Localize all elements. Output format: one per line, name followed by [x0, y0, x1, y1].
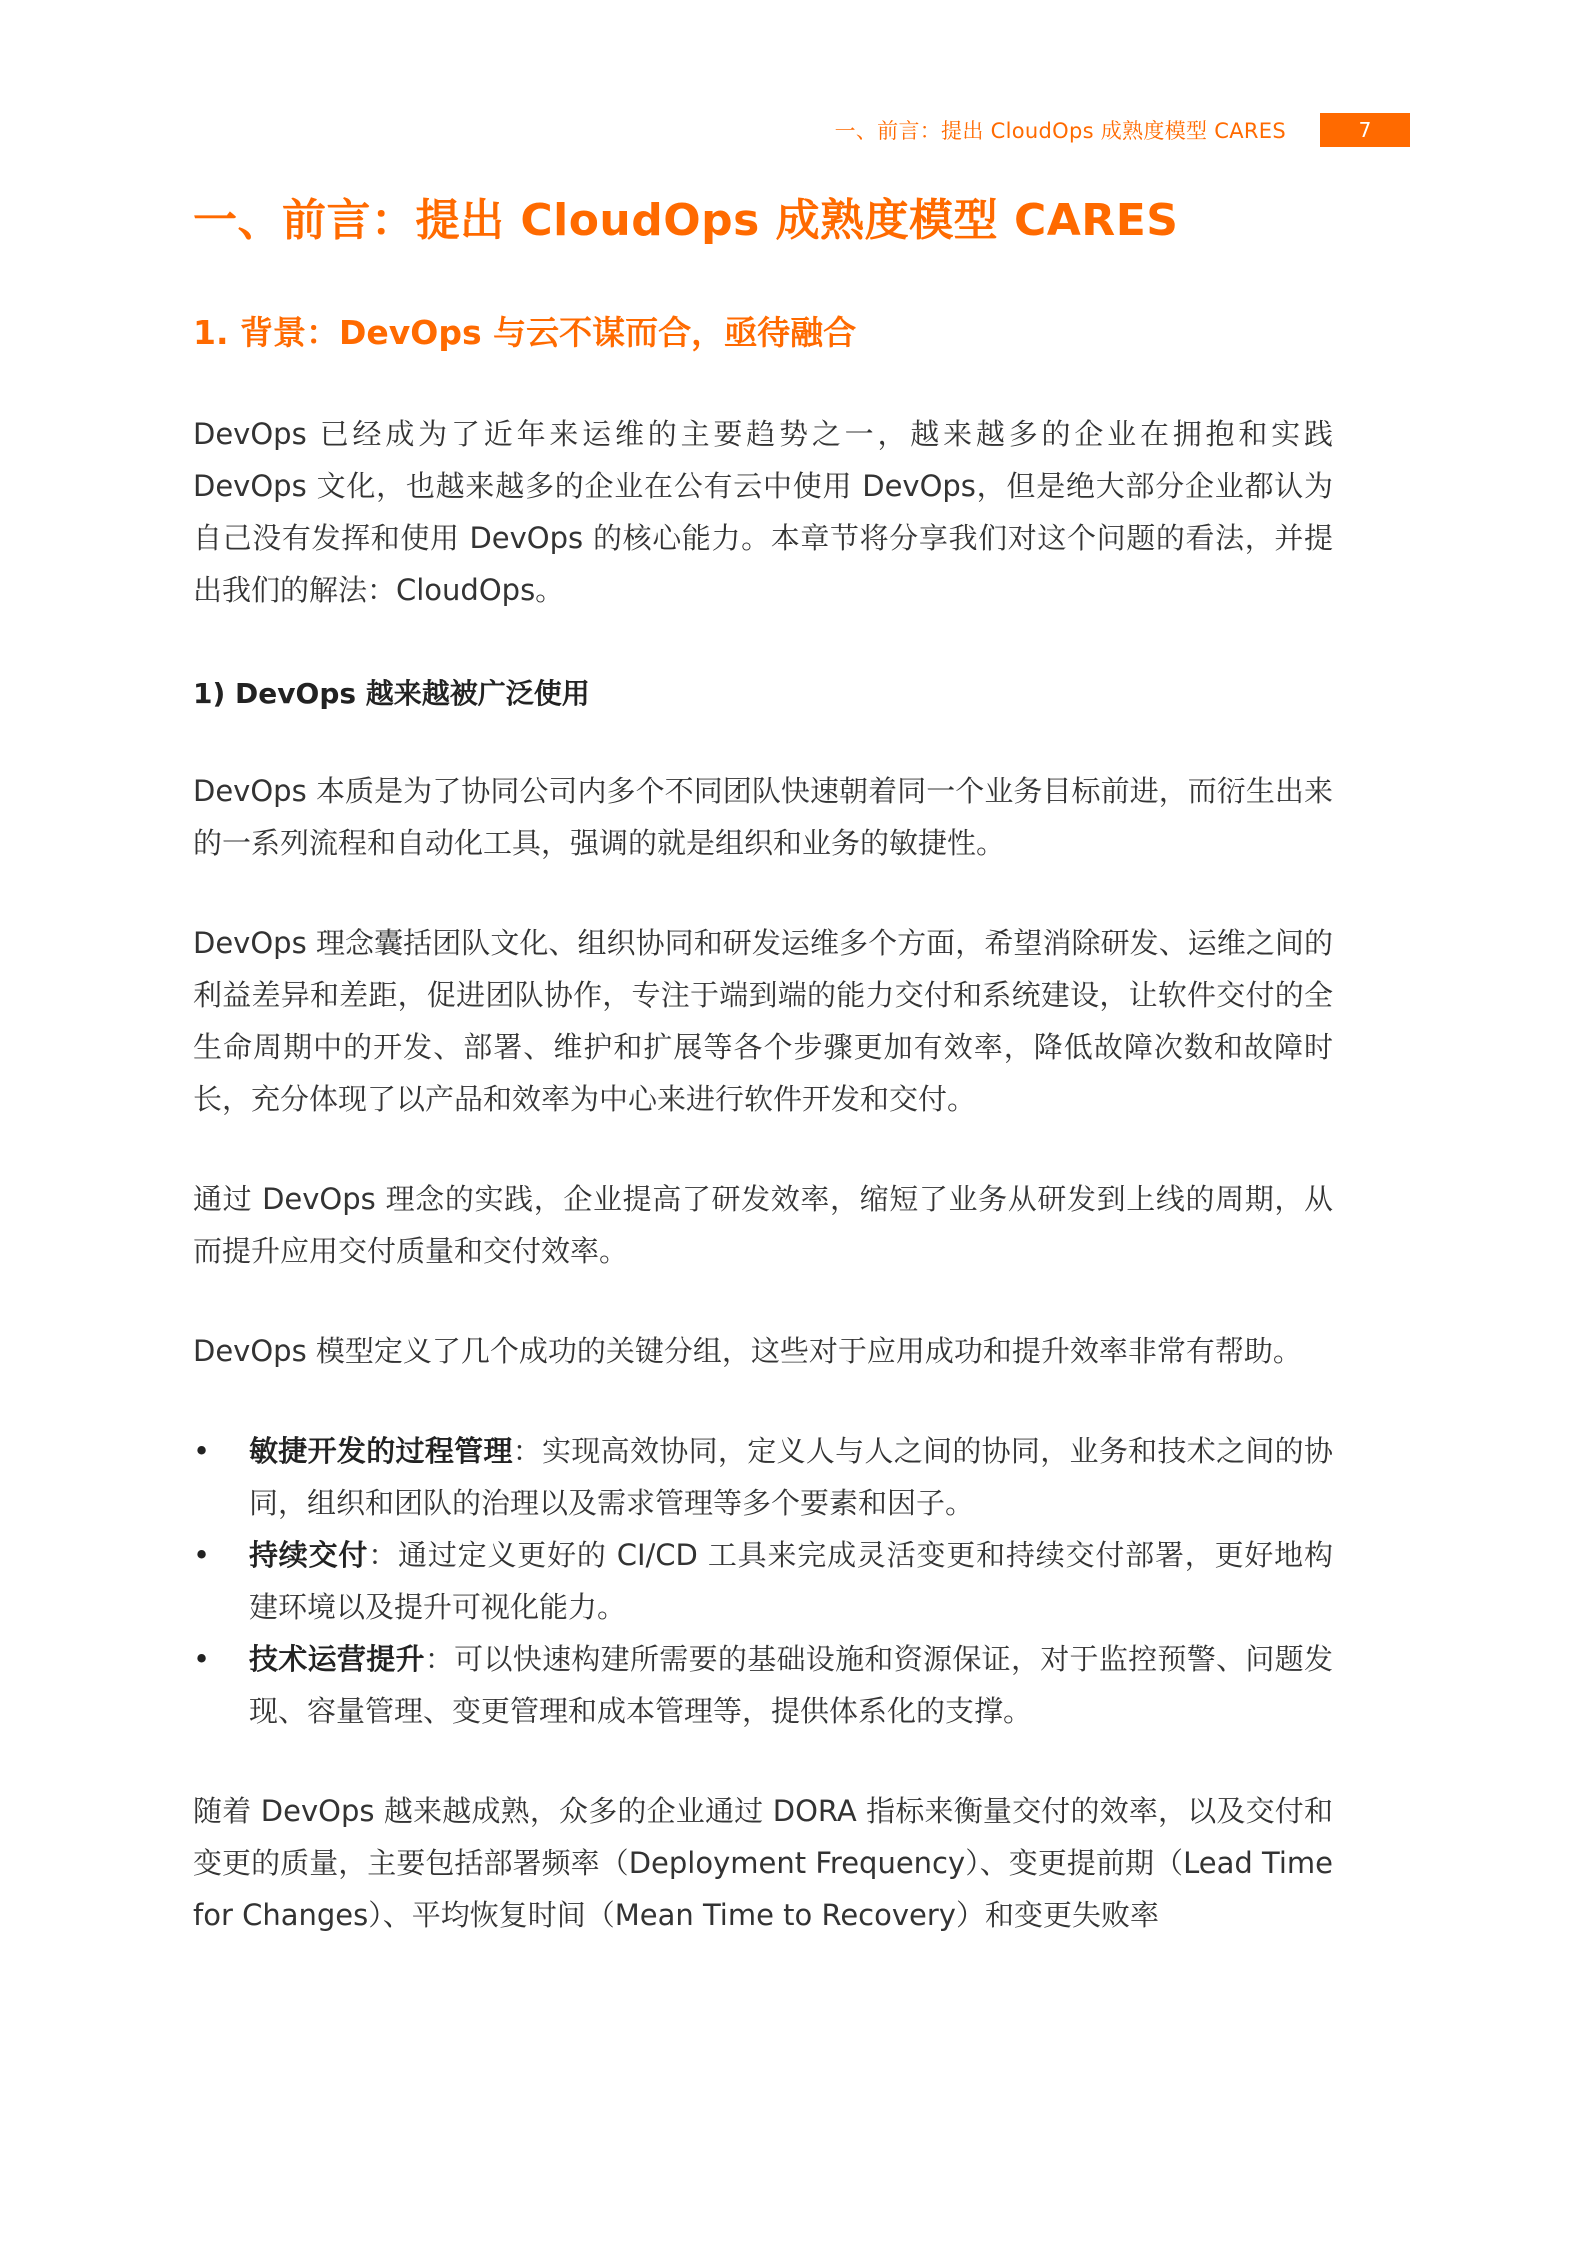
bullet-item — [193, 1633, 1333, 1737]
page-content — [193, 190, 1333, 1941]
bullet-text: ：可以快速构建所需要的基础设施和资源保证，对于监控预警、问题发现、容量管理、变更管理和成本管理等，提供体系化的支撑。 — [249, 1641, 1333, 1728]
bullet-term: 持续交付 — [249, 1537, 369, 1572]
bullet-marker: • — [193, 1537, 211, 1572]
body-paragraph: 通过 DevOps 理念的实践，企业提高了研发效率，缩短了业务从研发到上线的周期，从而提升应用交付质量和交付效率。 — [193, 1181, 1333, 1268]
section-title: 1. 背景：DevOps 与云不谋而合，亟待融合 — [193, 312, 857, 352]
closing-paragraph: 随着 DevOps 越来越成熟，众多的企业通过 DORA 指标来衡量交付的效率，以及交付和变更的质量，主要包括部署频率（Deployment Frequency）、变更提前期（Lead Time for Changes）、平均恢复时间（Mean Time to Recovery）和变更失败率 — [193, 1793, 1333, 1932]
running-title: 一、前言：提出 CloudOps 成熟度模型 CARES — [834, 119, 1286, 143]
bullet-list — [193, 1425, 1333, 1737]
bullet-text: ：实现高效协同，定义人与人之间的协同，业务和技术之间的协同，组织和团队的治理以及需求管理等多个要素和因子。 — [249, 1433, 1333, 1520]
bullet-text: ：通过定义更好的 CI/CD 工具来完成灵活变更和持续交付部署，更好地构建环境以及提升可视化能力。 — [249, 1537, 1333, 1624]
bullet-item — [193, 1425, 1333, 1529]
bullet-item — [193, 1529, 1333, 1633]
body-paragraph: DevOps 本质是为了协同公司内多个不同团队快速朝着同一个业务目标前进，而衍生出来的一系列流程和自动化工具，强调的就是组织和业务的敏捷性。 — [193, 773, 1333, 860]
bullet-marker: • — [193, 1641, 211, 1676]
body-paragraph: DevOps 理念囊括团队文化、组织协同和研发运维多个方面，希望消除研发、运维之间的利益差异和差距，促进团队协作，专注于端到端的能力交付和系统建设，让软件交付的全生命周期中的开发、部署、维护和扩展等各个步骤更加有效率，降低故障次数和故障时长，充分体现了以产品和效率为中心来进行软件开发和交付。 — [193, 925, 1333, 1116]
bullet-marker: • — [193, 1433, 211, 1468]
chapter-title: 一、前言：提出 CloudOps 成熟度模型 CARES — [193, 195, 1179, 246]
bullet-term: 敏捷开发的过程管理 — [249, 1433, 513, 1468]
page-number-badge: 7 — [1320, 113, 1410, 147]
body-paragraph: DevOps 模型定义了几个成功的关键分组，这些对于应用成功和提升效率非常有帮助。 — [193, 1333, 1302, 1368]
bullet-term: 技术运营提升 — [249, 1641, 425, 1676]
section-intro-paragraph: DevOps 已经成为了近年来运维的主要趋势之一，越来越多的企业在拥抱和实践 DevOps 文化，也越来越多的企业在公有云中使用 DevOps，但是绝大部分企业都认为自己没有发挥和使用 DevOps 的核心能力。本章节将分享我们对这个问题的看法，并提出我们的解法：CloudOps。 — [193, 416, 1333, 607]
page-header — [835, 113, 1410, 147]
subsection-title: 1) DevOps 越来越被广泛使用 — [193, 676, 590, 710]
